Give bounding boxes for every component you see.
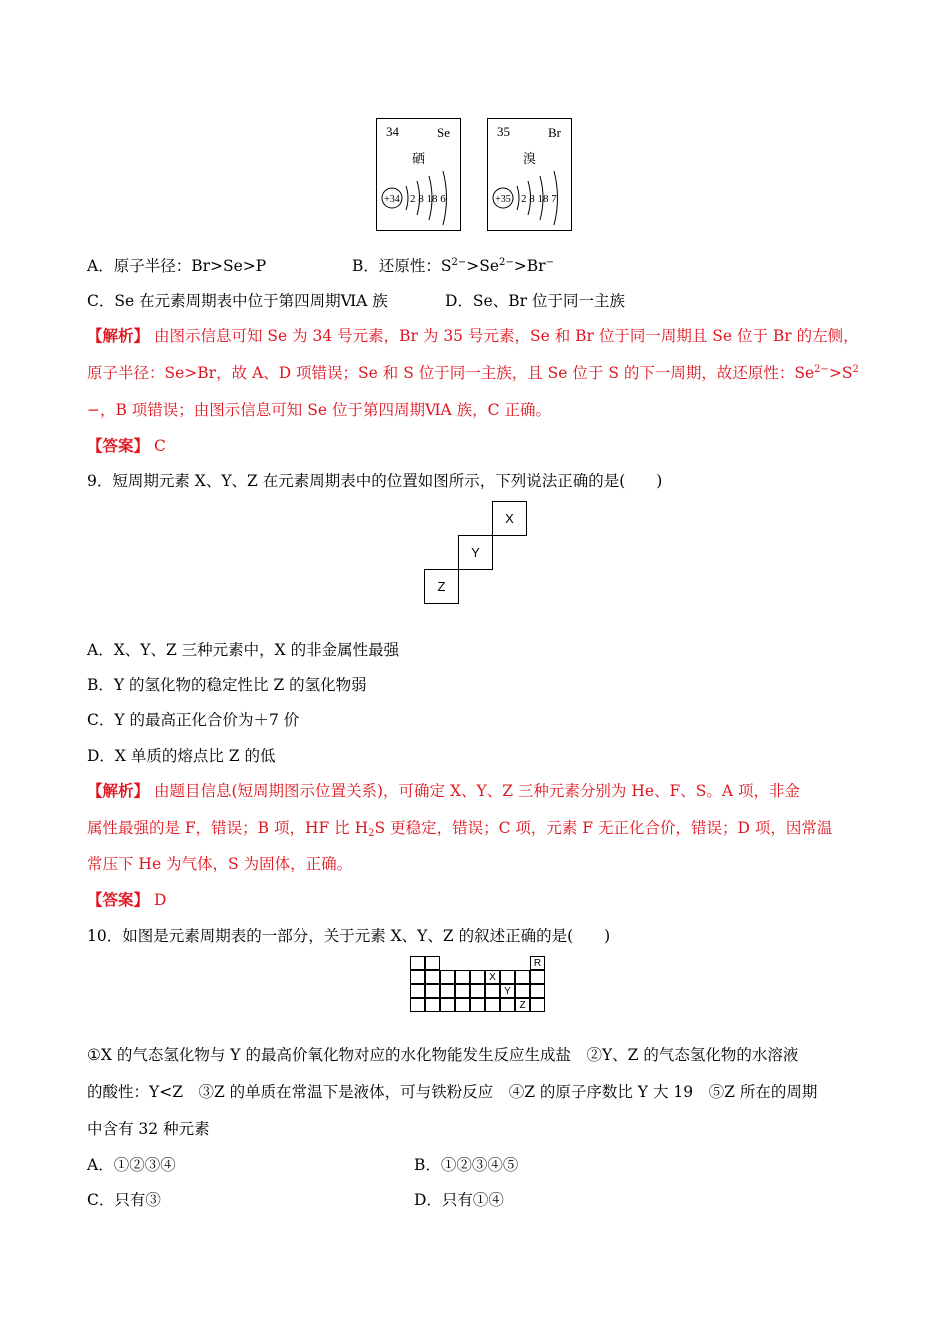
- q8-option-b: [352, 254, 554, 276]
- analysis-label: 【解析】: [87, 326, 150, 345]
- grid-cell: [455, 998, 470, 1012]
- grid-cell-y: Y: [500, 984, 515, 998]
- q9-analysis-line2: [87, 816, 832, 838]
- grid-cell: [425, 984, 440, 998]
- grid-cell-x: X: [485, 970, 500, 984]
- atom-structure-diagram: [488, 119, 571, 230]
- grid-cell: [470, 998, 485, 1012]
- box-y: Y: [458, 535, 493, 570]
- grid-cell: [440, 984, 455, 998]
- q9-answer: [87, 888, 166, 910]
- analysis-label: 【解析】: [87, 781, 150, 800]
- element-symbol: Br: [548, 125, 561, 140]
- answer-label: 【答案】: [87, 890, 150, 909]
- q9-analysis-line1: [87, 779, 800, 801]
- grid-cell: [455, 984, 470, 998]
- q10-statement-line2: 的酸性：Y<Z ③Z 的单质在常温下是液体，可与铁粉反应 ④Z 的原子序数比 Y 大 19 ⑤Z 所在的周期: [87, 1083, 818, 1101]
- q10-stem: 10．如图是元素周期表的一部分，关于元素 X、Y、Z 的叙述正确的是( ): [87, 927, 611, 945]
- element-name: 溴: [522, 151, 536, 166]
- text: S 更稳定，错误；C 项，元素 F 无正化合价，错误；D 项，因常温: [374, 819, 833, 837]
- q9-analysis-line3: 常压下 He 为气体，S 为固体，正确。: [87, 855, 353, 873]
- grid-cell: [530, 984, 545, 998]
- grid-cell: [425, 956, 440, 970]
- grid-cell: [410, 956, 425, 970]
- sup: 2−: [814, 364, 829, 375]
- q9-option-a: A．X、Y、Z 三种元素中，X 的非金属性最强: [87, 641, 400, 659]
- element-card-se: [376, 118, 461, 231]
- box-x: X: [492, 501, 527, 536]
- text: 由图示信息可知 Se 为 34 号元素，Br 为 35 号元素，Se 和 Br 位于同一周期且 Se 位于 Br 的左侧，: [149, 327, 859, 345]
- answer-value: C: [149, 437, 166, 455]
- grid-cell: [455, 970, 470, 984]
- q10-statement-line1: ①X 的气态氢化物与 Y 的最高价氧化物对应的水化物能发生反应生成盐 ②Y、Z 的气态氢化物的水溶液: [87, 1046, 799, 1064]
- element-name: 硒: [411, 151, 425, 166]
- text: >Se: [466, 257, 500, 275]
- q9-option-d: D．X 单质的熔点比 Z 的低: [87, 747, 276, 765]
- grid-cell: [500, 970, 515, 984]
- grid-cell: [425, 998, 440, 1012]
- q8-analysis-line2: [87, 361, 859, 383]
- sup: 2: [852, 364, 859, 375]
- q9-option-b: B．Y 的氢化物的稳定性比 Z 的氢化物弱: [87, 676, 367, 694]
- shell-arc: [406, 186, 408, 210]
- element-card-br: [487, 118, 572, 231]
- nucleus-charge: +34: [384, 194, 400, 205]
- shell-electrons: 2 8 18 7: [521, 193, 557, 205]
- grid-cell: [410, 970, 425, 984]
- text: >S: [828, 364, 853, 382]
- atomic-number: 35: [497, 124, 510, 139]
- atomic-number: 34: [386, 124, 399, 139]
- atom-structure-diagram: [377, 119, 460, 230]
- grid-cell: [410, 984, 425, 998]
- grid-cell: [470, 970, 485, 984]
- grid-cell: [515, 984, 530, 998]
- box-z: Z: [424, 569, 459, 604]
- grid-cell: [485, 998, 500, 1012]
- text: >Br: [513, 257, 546, 275]
- grid-cell: [440, 998, 455, 1012]
- q9-option-c: C．Y 的最高正化合价为＋7 价: [87, 711, 300, 729]
- grid-cell-z: Z: [515, 998, 530, 1012]
- text: 属性最强的是 F，错误；B 项，HF 比 H: [87, 819, 369, 837]
- grid-cell: [410, 998, 425, 1012]
- q10-option-b: B．①②③④⑤: [414, 1156, 519, 1174]
- sub: 2: [368, 828, 375, 839]
- grid-cell: [485, 984, 500, 998]
- q10-option-d: D．只有①④: [414, 1191, 504, 1209]
- shell-arc: [517, 186, 519, 210]
- grid-cell: [500, 998, 515, 1012]
- answer-label: 【答案】: [87, 436, 150, 455]
- q10-option-a: A．①②③④: [87, 1156, 176, 1174]
- shell-electrons: 2 8 18 6: [410, 193, 446, 205]
- grid-cell: [440, 970, 455, 984]
- element-symbol: Se: [437, 125, 450, 140]
- grid-cell-r: R: [530, 956, 545, 970]
- grid-cell: [515, 970, 530, 984]
- grid-cell: [425, 970, 440, 984]
- sup: −: [545, 257, 554, 268]
- text: B．还原性：S: [352, 257, 452, 275]
- q8-option-a: A．原子半径：Br>Se>P: [87, 257, 267, 275]
- q8-answer: [87, 434, 166, 456]
- q8-analysis-line3: −，B 项错误；由图示信息可知 Se 位于第四周期ⅥA 族，C 正确。: [87, 401, 551, 419]
- q8-option-d: D．Se、Br 位于同一主族: [445, 292, 625, 310]
- q9-stem: 9．短周期元素 X、Y、Z 在元素周期表中的位置如图所示，下列说法正确的是( ): [87, 472, 663, 490]
- grid-cell: [530, 970, 545, 984]
- grid-cell: [470, 984, 485, 998]
- grid-cell: [530, 998, 545, 1012]
- q10-option-c: C．只有③: [87, 1191, 161, 1209]
- text: 由题目信息(短周期图示位置关系)，可确定 X、Y、Z 三种元素分别为 He、F、S。A 项，非金: [149, 782, 801, 800]
- answer-value: D: [149, 891, 167, 909]
- q8-option-c: C．Se 在元素周期表中位于第四周期ⅥA 族: [87, 292, 388, 310]
- q10-statement-line3: 中含有 32 种元素: [87, 1120, 210, 1138]
- nucleus-charge: +35: [495, 194, 511, 205]
- sup: 2−: [451, 257, 467, 268]
- q8-analysis-line1: [87, 324, 859, 346]
- text: 原子半径：Se>Br，故 A、D 项错误；Se 和 S 位于同一主族，且 Se 位于 S 的下一周期，故还原性：Se: [87, 364, 815, 382]
- sup: 2−: [499, 257, 514, 268]
